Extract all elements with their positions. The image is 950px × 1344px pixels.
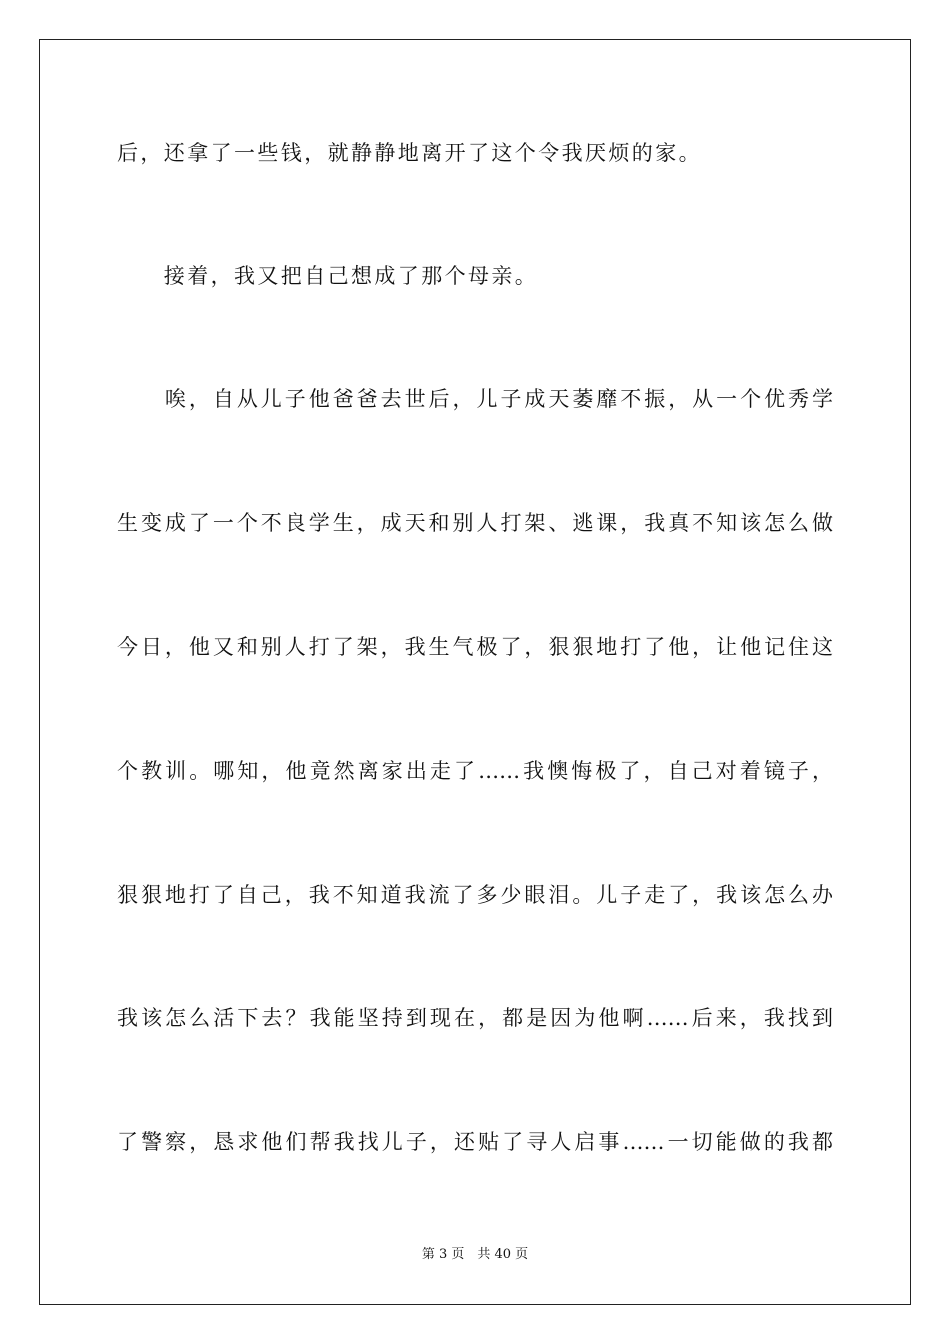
body-line-6: 个教训。哪知，他竟然离家出走了……我懊悔极了，自己对着镜子，: [117, 759, 833, 783]
body-line-9: 了警察，恳求他们帮我找儿子，还贴了寻人启事……一切能做的我都: [117, 1130, 833, 1154]
body-line-1: 后，还拿了一些钱，就静静地离开了这个令我厌烦的家。: [117, 141, 702, 165]
body-line-7: 狠狠地打了自己，我不知道我流了多少眼泪。儿子走了，我该怎么办: [117, 883, 833, 907]
body-line-4: 生变成了一个不良学生，成天和别人打架、逃课，我真不知该怎么做: [117, 511, 833, 535]
body-line-5: 今日，他又和别人打了架，我生气极了，狠狠地打了他，让他记住这: [117, 635, 833, 659]
body-line-8: 我该怎么活下去？我能坚持到现在，都是因为他啊……后来，我找到: [117, 1006, 833, 1030]
body-line-2: 接着，我又把自己想成了那个母亲。: [117, 264, 539, 288]
body-line-3: 唉，自从儿子他爸爸去世后，儿子成天萎靡不振，从一个优秀学: [117, 387, 833, 411]
page-border: [39, 39, 911, 1305]
page-number-footer: 第 3 页 共 40 页: [421, 1247, 529, 1262]
